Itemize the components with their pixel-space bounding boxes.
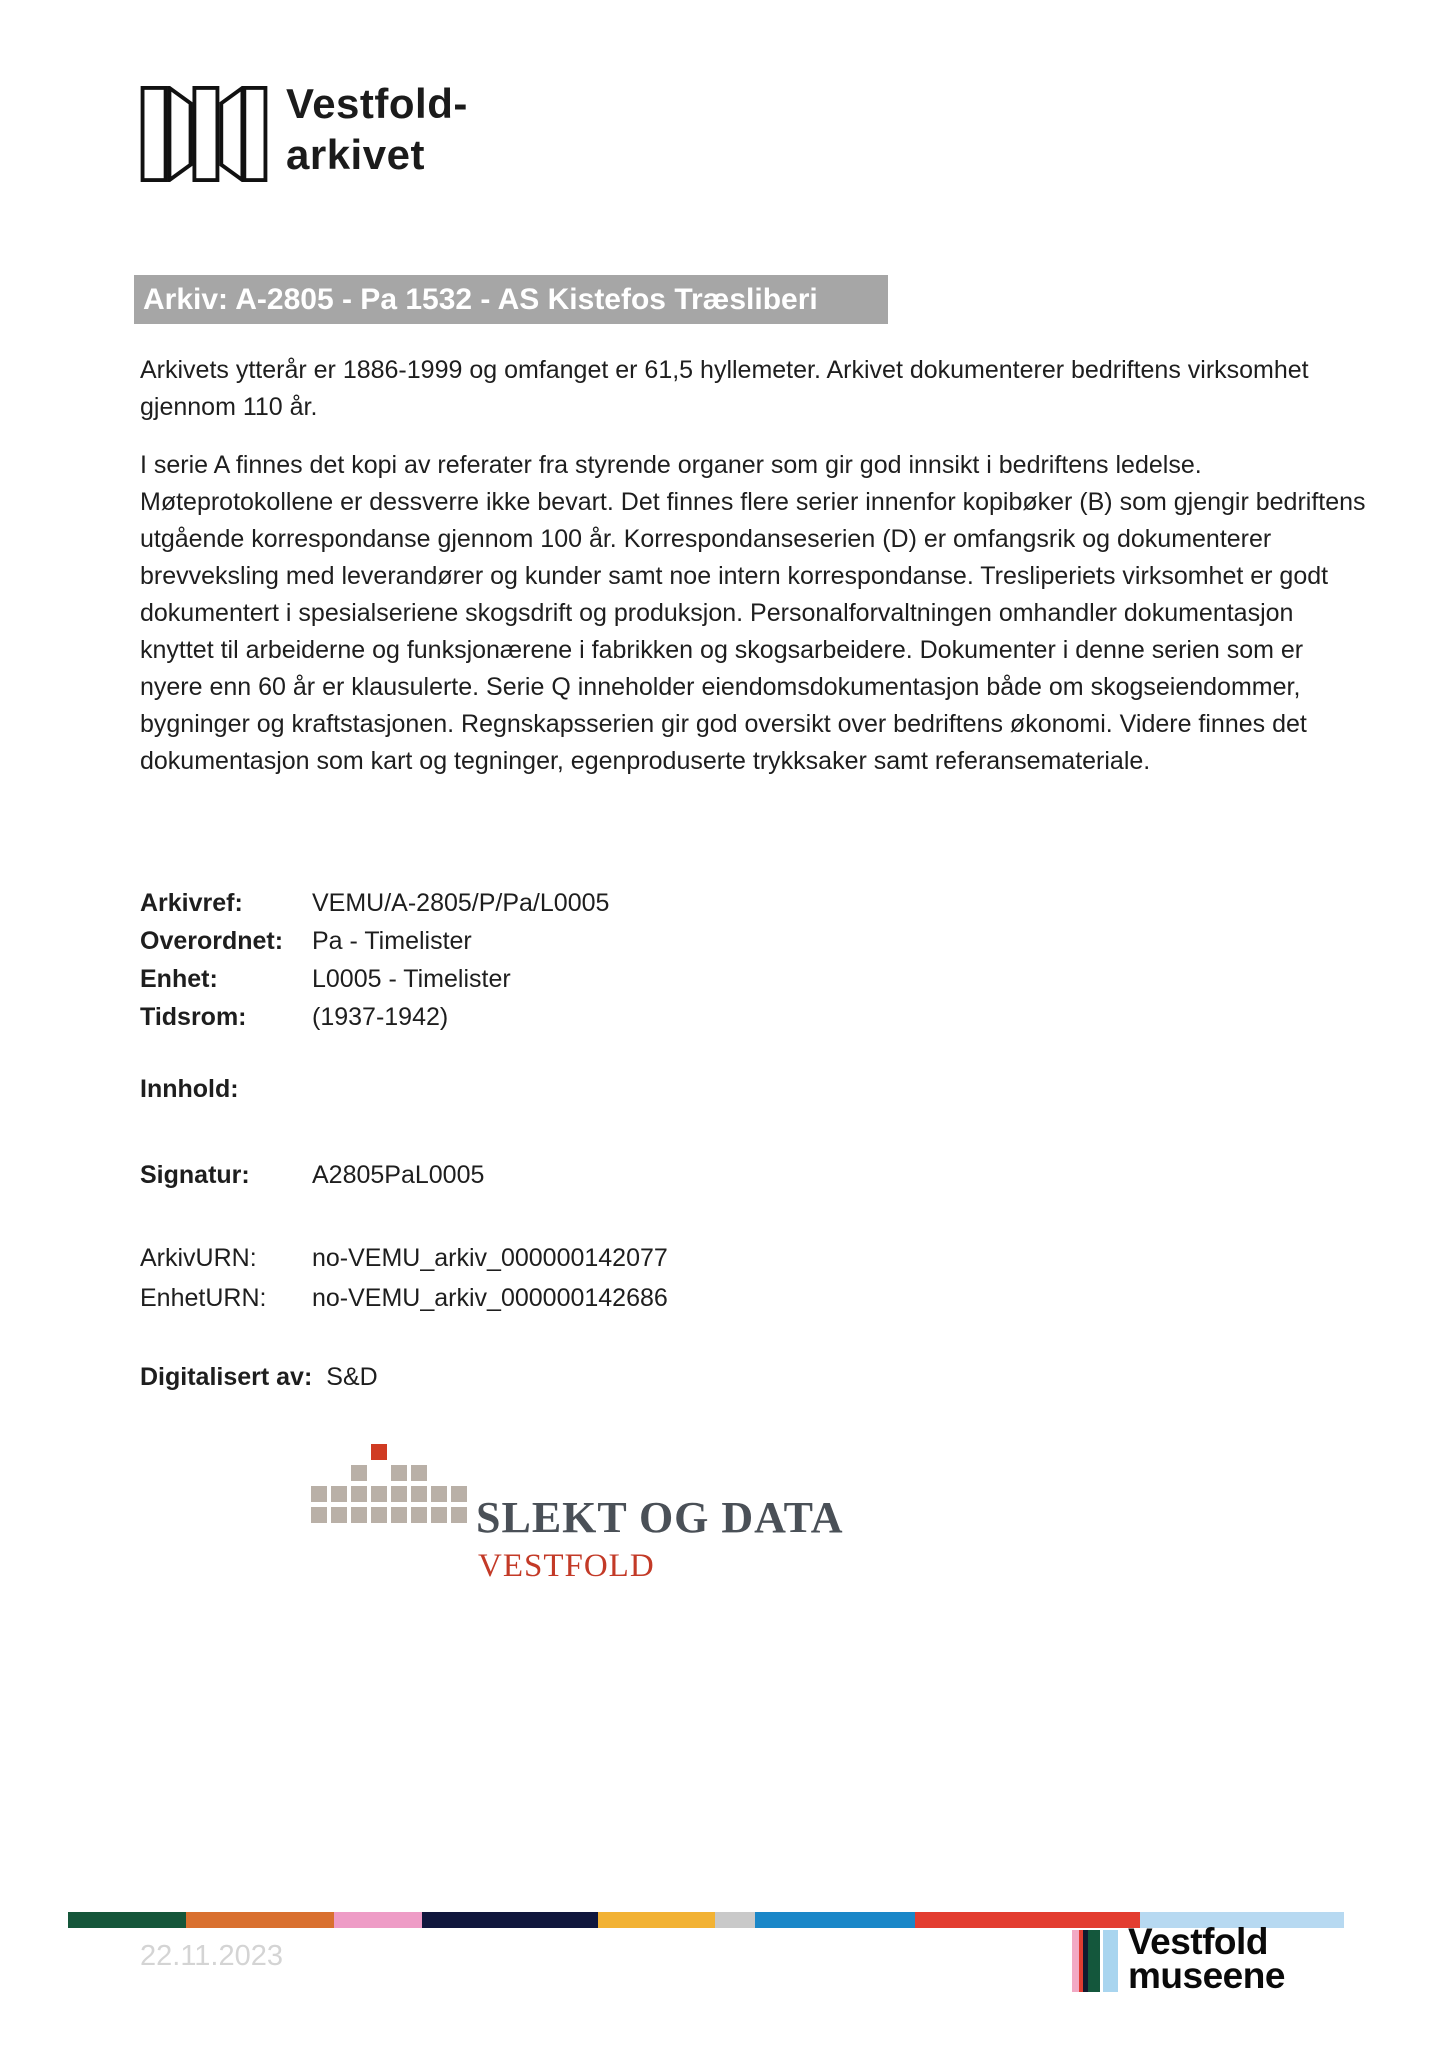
- signatur-value: A2805PaL0005: [312, 1161, 485, 1189]
- innhold-label: Innhold:: [140, 1075, 239, 1103]
- urn-value: no-VEMU_arkiv_000000142077: [312, 1244, 668, 1272]
- logo-square: [351, 1486, 367, 1502]
- stripe-segment-red: [915, 1912, 1140, 1928]
- slekt-og-data-logo-title: SLEKT OG DATA: [476, 1493, 844, 1542]
- metadata-label: Enhet:: [140, 965, 218, 993]
- metadata-label: Overordnet:: [140, 927, 284, 955]
- logo-square: [311, 1486, 327, 1502]
- museum-logo-bar-3: [1088, 1930, 1100, 1992]
- urn-table: [140, 1238, 668, 1318]
- signatur-label: Signatur:: [140, 1161, 250, 1189]
- logo-square-empty: [431, 1465, 447, 1481]
- metadata-row: [140, 884, 609, 922]
- stripe-segment-dark-green: [68, 1912, 186, 1928]
- logo-square-empty: [311, 1444, 327, 1460]
- logo-square: [311, 1507, 327, 1523]
- logo-square-empty: [331, 1465, 347, 1481]
- stripe-segment-navy: [422, 1912, 598, 1928]
- metadata-label: Arkivref:: [140, 889, 243, 917]
- logo-square-empty: [391, 1444, 407, 1460]
- logo-square: [371, 1486, 387, 1502]
- vestfoldmuseene-logo-bars-icon: [1072, 1930, 1118, 1992]
- vestfoldmuseene-logo: [1072, 1921, 1285, 1996]
- stripe-segment-pink: [334, 1912, 422, 1928]
- metadata-row: [140, 998, 609, 1036]
- museum-logo-bar-0: [1072, 1930, 1079, 1992]
- logo-square: [331, 1507, 347, 1523]
- vestfoldmuseene-wordmark-line1: Vestfold: [1128, 1921, 1268, 1962]
- logo-square: [411, 1465, 427, 1481]
- logo-square-empty: [351, 1444, 367, 1460]
- metadata-label: Tidsrom:: [140, 1003, 247, 1031]
- metadata-value: Pa - Timelister: [312, 927, 472, 955]
- logo-square: [451, 1507, 467, 1523]
- archive-summary-paragraph: Arkivets ytterår er 1886-1999 og omfanget er 61,5 hyllemeter. Arkivet dokumenterer bedriftens virksomhet gjennom 110 år.: [140, 356, 1309, 421]
- logo-square-empty: [311, 1465, 327, 1481]
- metadata-table: [140, 884, 609, 1036]
- signatur-row: [140, 1156, 484, 1194]
- metadata-value: L0005 - Timelister: [312, 965, 511, 993]
- stripe-segment-yellow: [598, 1912, 715, 1928]
- logo-square-empty: [331, 1444, 347, 1460]
- logo-square-red: [371, 1444, 387, 1460]
- logo-square-empty: [451, 1465, 467, 1481]
- slekt-og-data-logo-subtitle: VESTFOLD: [478, 1548, 655, 1584]
- archive-title-bar: Arkiv: A-2805 - Pa 1532 - AS Kistefos Træsliberi: [134, 275, 888, 324]
- vestfoldarkivet-logo-icon: [140, 86, 268, 182]
- urn-label: EnhetURN:: [140, 1284, 267, 1312]
- urn-row: [140, 1278, 668, 1318]
- stripe-segment-gray: [715, 1912, 755, 1928]
- metadata-value: (1937-1942): [312, 1003, 449, 1031]
- digitized-by-value: S&D: [326, 1363, 378, 1391]
- logo-square: [451, 1486, 467, 1502]
- logo-square-empty: [431, 1444, 447, 1460]
- brand-wordmark-line1: Vestfold-: [286, 80, 468, 127]
- logo-square: [431, 1507, 447, 1523]
- digitized-by-label: Digitalisert av:: [140, 1363, 313, 1391]
- vestfoldmuseene-wordmark-line2: museene: [1128, 1955, 1285, 1996]
- logo-square-empty: [411, 1444, 427, 1460]
- logo-square: [391, 1507, 407, 1523]
- logo-square: [391, 1486, 407, 1502]
- brand-wordmark: [286, 78, 468, 180]
- logo-square: [351, 1465, 367, 1481]
- logo-square: [351, 1507, 367, 1523]
- slekt-og-data-logo-grid: [311, 1444, 467, 1523]
- urn-value: no-VEMU_arkiv_000000142686: [312, 1284, 668, 1312]
- logo-square-empty: [371, 1465, 387, 1481]
- logo-square: [431, 1486, 447, 1502]
- metadata-row: [140, 922, 609, 960]
- vestfoldmuseene-wordmark: [1128, 1921, 1285, 1996]
- metadata-row: [140, 960, 609, 998]
- footer-date: 22.11.2023: [140, 1940, 283, 1972]
- logo-square: [391, 1465, 407, 1481]
- museum-logo-bar-5: [1103, 1930, 1118, 1992]
- logo-square: [331, 1486, 347, 1502]
- urn-row: [140, 1238, 668, 1278]
- stripe-segment-orange: [186, 1912, 334, 1928]
- logo-square: [411, 1507, 427, 1523]
- digitized-by-row: [140, 1358, 378, 1396]
- urn-label: ArkivURN:: [140, 1244, 257, 1272]
- vestfoldarkivet-logo: [140, 80, 468, 182]
- logo-square-empty: [451, 1444, 467, 1460]
- metadata-value: VEMU/A-2805/P/Pa/L0005: [312, 889, 610, 917]
- logo-square: [411, 1486, 427, 1502]
- archive-description-paragraph: I serie A finnes det kopi av referater fra styrende organer som gir god innsikt i bedriftens ledelse. Møteprotokollene er dessverre ikke bevart. Det finnes flere serier innenfor kopibøker (B) som gjengir bedriftens utgående korrespondanse gjennom 100 år. Korrespondanseserien (D) er omfangsrik og dokumenterer brevveksling med leverandører og kunder samt noe intern korrespondanse. Tresliperiets virksomhet er godt dokumentert i spesialseriene skogsdrift og produksjon. Personalforvaltningen omhandler dokumentasjon knyttet til arbeiderne og funksjonærene i fabrikken og skogsarbeidere. Dokumenter i denne serien som er nyere enn 60 år er klausulerte. Serie Q inneholder eiendomsdokumentasjon både om skogseiendommer, bygninger og kraftstasjonen. Regnskapsserien gir god oversikt over bedriftens økonomi. Videre finnes det dokumentasjon som kart og tegninger, egenproduserte trykksaker samt referansemateriale.: [140, 451, 1366, 775]
- brand-wordmark-line2: arkivet: [286, 131, 425, 178]
- stripe-segment-blue: [755, 1912, 915, 1928]
- logo-square: [371, 1507, 387, 1523]
